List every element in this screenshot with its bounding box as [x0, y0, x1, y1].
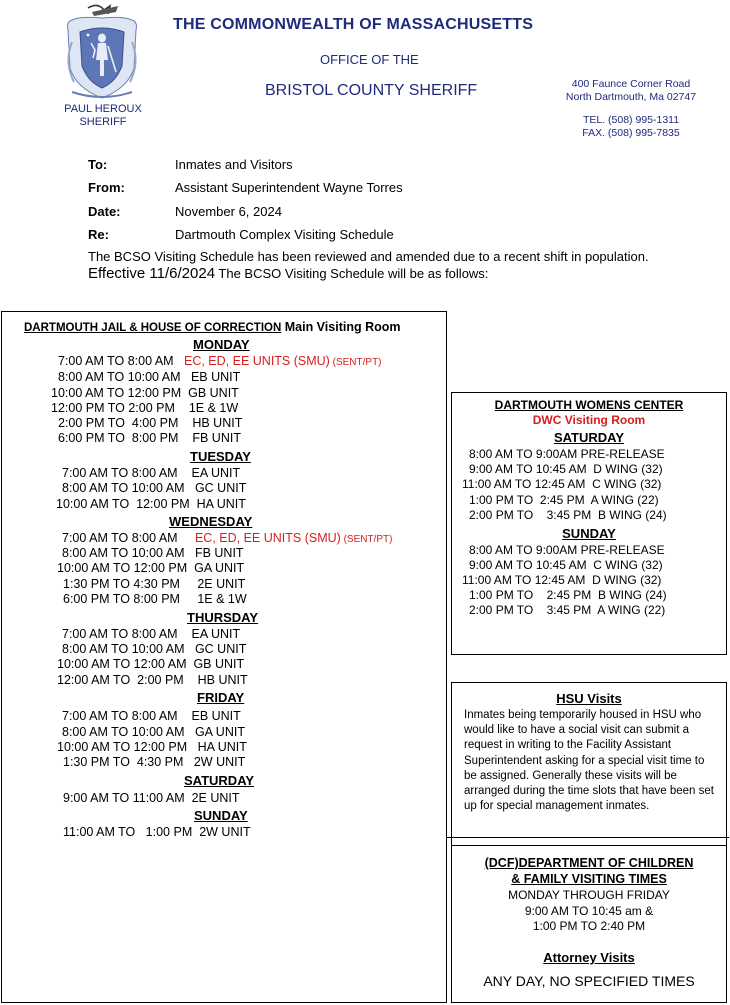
schedule-row — [63, 755, 245, 769]
row-time: 1:30 PM TO 4:30 PM — [63, 755, 184, 769]
womens-row: 2:00 PM TO 3:45 PM A WING (22) — [469, 603, 666, 617]
office-of-label: OFFICE OF THE — [320, 52, 419, 67]
row-unit: 2W UNIT — [193, 755, 246, 769]
day-thursday: THURSDAY — [187, 610, 259, 625]
row-unit: GA UNIT — [194, 561, 245, 575]
schedule-row — [63, 592, 247, 606]
room-name: Main Visiting Room — [281, 320, 401, 334]
row-time: 8:00 AM TO 10:00 AM — [62, 642, 185, 656]
schedule-row — [57, 740, 247, 754]
row-time: 8:00 AM TO 10:00 AM — [62, 725, 185, 739]
row-time: 12:00 AM TO 2:00 PM — [57, 673, 184, 687]
attorney-visits-title: Attorney Visits — [543, 950, 635, 965]
schedule-row — [62, 725, 245, 739]
row-unit: GC UNIT — [194, 642, 247, 656]
row-unit: FB UNIT — [192, 431, 241, 445]
facility-name: DARTMOUTH JAIL & HOUSE OF CORRECTION — [24, 322, 282, 334]
row-unit: HA UNIT — [197, 740, 247, 754]
womens-day-saturday: SATURDAY — [553, 430, 625, 445]
womens-row: 8:00 AM TO 9:00AM PRE-RELEASE — [469, 447, 665, 461]
womens-row: 11:00 AM TO 12:45 AM D WING (32) — [462, 573, 662, 587]
memo-body-line2 — [88, 265, 488, 282]
day-wednesday: WEDNESDAY — [169, 514, 253, 529]
womens-row: 1:00 PM TO 2:45 PM A WING (22) — [469, 493, 659, 507]
memo-re-label: Re: — [88, 227, 109, 242]
schedule-row — [58, 370, 240, 384]
row-note: (SENT/PT) — [329, 357, 382, 368]
row-unit — [184, 354, 382, 368]
address-line2: North Dartmouth, Ma 02747 — [565, 91, 697, 103]
day-saturday: SATURDAY — [184, 773, 255, 788]
womens-row: 11:00 AM TO 12:45 AM C WING (32) — [462, 477, 662, 491]
schedule-row — [57, 561, 244, 575]
schedule-row — [62, 531, 392, 545]
row-unit — [195, 531, 393, 545]
row-time: 7:00 AM TO 8:00 AM — [62, 466, 178, 480]
memo-body-line1: The BCSO Visiting Schedule has been reviewed and amended due to a recent shift in population. — [88, 249, 649, 264]
schedule-row — [62, 466, 240, 480]
sheriff-name-block — [50, 103, 156, 129]
row-time: 8:00 AM TO 10:00 AM — [62, 546, 185, 560]
schedule-row — [57, 673, 248, 687]
row-unit: 2E UNIT — [197, 577, 246, 591]
row-unit: 2E UNIT — [191, 791, 240, 805]
row-unit: HB UNIT — [197, 673, 248, 687]
hsu-title: HSU Visits — [556, 691, 622, 706]
row-unit: GB UNIT — [193, 657, 245, 671]
row-time: 7:00 AM TO 8:00 AM — [62, 709, 178, 723]
schedule-row — [57, 657, 244, 671]
schedule-row — [62, 709, 241, 723]
telephone: TEL. (508) 995-1311 — [582, 114, 680, 126]
row-time: 10:00 AM TO 12:00 PM — [57, 740, 188, 754]
address-line1: 400 Faunce Corner Road — [571, 78, 691, 90]
memo-re: Dartmouth Complex Visiting Schedule — [175, 227, 394, 242]
address-block — [560, 78, 702, 104]
sheriff-name: PAUL HEROUX — [64, 103, 142, 115]
row-note: (SENT/PT) — [340, 534, 393, 545]
memo-to-label: To: — [88, 157, 108, 172]
schedule-row — [58, 416, 242, 430]
schedule-row — [62, 481, 246, 495]
womens-row: 1:00 PM TO 2:45 PM B WING (24) — [469, 588, 667, 602]
womens-room-name: DWC Visiting Room — [532, 413, 646, 427]
effective-date: Effective 11/6/2024 — [88, 265, 216, 282]
row-unit: EB UNIT — [190, 370, 241, 384]
schedule-row — [63, 791, 240, 805]
county-sheriff-title: BRISTOL COUNTY SHERIFF — [265, 82, 478, 99]
schedule-row — [51, 401, 238, 415]
sheriff-title: SHERIFF — [79, 116, 127, 128]
row-time: 12:00 PM TO 2:00 PM — [51, 401, 175, 415]
dcf-time-morning: 9:00 AM TO 10:45 am & — [524, 904, 654, 918]
womens-day-sunday: SUNDAY — [562, 526, 616, 541]
row-time: 9:00 AM TO 11:00 AM — [63, 791, 185, 805]
row-unit-text: EC, ED, EE UNITS (SMU) — [184, 354, 330, 368]
row-time: 2:00 PM TO 4:00 PM — [58, 416, 179, 430]
memo-date-label: Date: — [88, 204, 121, 219]
dcf-days: MONDAY THROUGH FRIDAY — [508, 888, 670, 902]
org-title: THE COMMONWEALTH OF MASSACHUSETTS — [173, 16, 534, 33]
schedule-row — [63, 577, 245, 591]
day-friday: FRIDAY — [197, 690, 245, 705]
schedule-row — [58, 431, 241, 445]
womens-row: 9:00 AM TO 10:45 AM C WING (32) — [469, 558, 663, 572]
schedule-row — [62, 642, 246, 656]
row-unit: 1E & 1W — [197, 592, 247, 606]
row-time: 1:30 PM TO 4:30 PM — [63, 577, 180, 591]
day-tuesday: TUESDAY — [190, 449, 251, 464]
section-divider — [447, 837, 729, 838]
attorney-visits-text: ANY DAY, NO SPECIFIED TIMES — [483, 973, 695, 989]
memo-to: Inmates and Visitors — [175, 157, 293, 172]
row-time: 8:00 AM TO 10:00 AM — [62, 481, 185, 495]
row-time: 10:00 AM TO 12:00 PM — [56, 497, 190, 511]
row-unit: GB UNIT — [188, 386, 239, 400]
row-time: 7:00 AM TO 8:00 AM — [62, 627, 178, 641]
memo-from: Assistant Superintendent Wayne Torres — [175, 180, 403, 195]
row-time: 10:00 AM TO 12:00 PM — [57, 561, 188, 575]
schedule-row — [62, 627, 240, 641]
womens-row: 2:00 PM TO 3:45 PM B WING (24) — [469, 508, 667, 522]
phone-block — [560, 114, 702, 140]
row-unit-text: EC, ED, EE UNITS (SMU) — [194, 531, 341, 545]
schedule-row — [63, 825, 251, 839]
massachusetts-seal-icon — [58, 2, 146, 102]
schedule-row — [58, 354, 382, 368]
row-unit: 1E & 1W — [188, 401, 239, 415]
hsu-text: Inmates being temporarily housed in HSU who would like to have a social visit can submit a request in writing to the Facility Assistant Superintendent asking for a special visit time to be assigned. Generally these visits will be arranged during the time slots that have been set up for special management inmates. — [464, 709, 714, 813]
dcf-time-afternoon: 1:00 PM TO 2:40 PM — [532, 919, 646, 933]
row-unit: FB UNIT — [194, 546, 244, 560]
dcf-title-line1: (DCF)DEPARTMENT OF CHILDREN — [484, 856, 694, 870]
schedule-row — [56, 497, 246, 511]
row-time: 7:00 AM TO 8:00 AM — [62, 531, 178, 545]
row-unit: GC UNIT — [194, 481, 247, 495]
fax: FAX. (508) 995-7835 — [582, 127, 680, 139]
day-sunday: SUNDAY — [194, 808, 248, 823]
row-unit: EB UNIT — [191, 709, 241, 723]
row-unit: HA UNIT — [196, 497, 246, 511]
day-monday: MONDAY — [193, 337, 250, 352]
row-time: 8:00 AM TO 10:00 AM — [58, 370, 181, 384]
schedule-row — [51, 386, 239, 400]
row-unit: HB UNIT — [192, 416, 243, 430]
womens-row: 9:00 AM TO 10:45 AM D WING (32) — [469, 462, 663, 476]
row-unit: EA UNIT — [191, 627, 241, 641]
main-visiting-title — [24, 320, 401, 334]
row-time: 6:00 PM TO 8:00 PM — [63, 592, 180, 606]
row-unit: 2W UNIT — [199, 825, 251, 839]
memo-body-line2-text: The BCSO Visiting Schedule will be as follows: — [215, 266, 489, 281]
row-time: 6:00 PM TO 8:00 PM — [58, 431, 179, 445]
row-unit: GA UNIT — [194, 725, 245, 739]
row-time: 10:00 AM TO 12:00 PM — [51, 386, 182, 400]
womens-row: 8:00 AM TO 9:00AM PRE-RELEASE — [469, 543, 665, 557]
dcf-title-line2: & FAMILY VISITING TIMES — [511, 872, 667, 886]
row-time: 11:00 AM TO 1:00 PM — [63, 825, 193, 839]
schedule-row — [62, 546, 244, 560]
memo-from-label: From: — [88, 180, 125, 195]
memo-date: November 6, 2024 — [175, 204, 282, 219]
row-time: 10:00 AM TO 12:00 AM — [57, 657, 187, 671]
row-unit: EA UNIT — [191, 466, 241, 480]
womens-center-title: DARTMOUTH WOMENS CENTER — [494, 398, 684, 412]
row-time: 7:00 AM TO 8:00 AM — [58, 354, 174, 368]
